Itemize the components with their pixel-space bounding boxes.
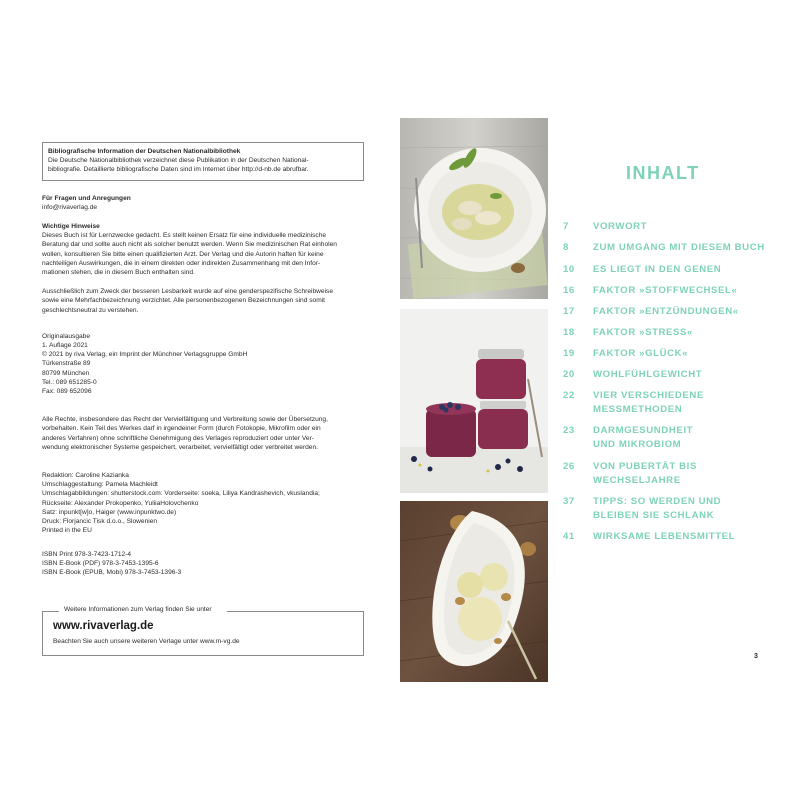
edition-line: Türkenstraße 89 bbox=[42, 360, 91, 368]
credits-line: Printed in the EU bbox=[42, 527, 92, 535]
toc-entry-title: ZUM UMGANG MIT DIESEM BUCH bbox=[593, 242, 765, 253]
toc-entry-title: FAKTOR »GLÜCK« bbox=[593, 348, 689, 359]
credits-line: Umschlagabbildungen: shutterstock.com: Vorderseite: soeka, Liliya Kandrashevich, vkuslandia; bbox=[42, 490, 320, 498]
toc-entry-line: TIPPS: SO WERDEN UND bbox=[593, 496, 722, 507]
toc-entry-line: VIER VERSCHIEDENE bbox=[593, 390, 704, 401]
toc-page-number: 41 bbox=[563, 531, 575, 542]
imprint-column bbox=[42, 142, 364, 577]
berry-jam-jars-photo bbox=[400, 309, 548, 493]
questions-block bbox=[42, 194, 364, 212]
credits-line: Redaktion: Caroline Kazianka bbox=[42, 472, 129, 480]
bib-line: bibliografie. Detaillierte bibliografische Daten sind im Internet über http://d-nb.de abrufbar. bbox=[48, 166, 309, 174]
publisher-url-link[interactable]: www.rivaverlag.de bbox=[53, 620, 154, 632]
toc-page-number: 7 bbox=[563, 221, 569, 232]
edition-line: 1. Auflage 2021 bbox=[42, 342, 88, 350]
rights-line: Alle Rechte, insbesondere das Recht der Vervielfältigung und Verbreitung sowie der Übersetzung, bbox=[42, 416, 328, 424]
toc-entry-title bbox=[593, 389, 773, 417]
gender-line: Ausschließlich zum Zweck der besseren Lesbarkeit wurde auf eine genderspezifische Schreibweise bbox=[42, 288, 334, 296]
credits-line: Rückseite: Alexander Prokopenko, YuliiaHolovchenko bbox=[42, 499, 199, 507]
toc-entry-title bbox=[593, 460, 773, 488]
edition-line: Tel.: 089 651285-0 bbox=[42, 378, 97, 386]
toc-page-number: 8 bbox=[563, 242, 569, 253]
isbn-line: ISBN E-Book (EPUB, Mobi) 978-3-7453-1396-3 bbox=[42, 568, 182, 576]
bib-title: Bibliografische Information der Deutschen Nationalbibliothek bbox=[48, 148, 241, 155]
edition-line: 80799 München bbox=[42, 369, 90, 377]
credits-line: Umschlaggestaltung: Pamela Machleidt bbox=[42, 481, 158, 489]
gender-note bbox=[42, 287, 364, 315]
questions-email: info@rivaverlag.de bbox=[42, 203, 98, 211]
rights-line: vorbehalten. Kein Teil des Werkes darf in irgendeiner Form (durch Fotokopie, Mikrofilm oder ein bbox=[42, 425, 321, 433]
toc-page-number: 10 bbox=[563, 264, 575, 275]
rights-block bbox=[42, 415, 364, 452]
toc-page-number: 26 bbox=[563, 461, 575, 472]
notice-line: wollen, konsultieren Sie bitte einen qualifizierten Arzt. Der Verlag und die Autorin haften für keine bbox=[42, 250, 324, 258]
toc-entry-line: DARMGESUNDHEIT bbox=[593, 425, 694, 436]
notice-line: mationen stehen, die in diesem Buch enthalten sind. bbox=[42, 269, 195, 277]
toc-entry-title bbox=[593, 424, 773, 452]
toc-entry-title: FAKTOR »ENTZÜNDUNGEN« bbox=[593, 306, 739, 317]
toc-entry-title: FAKTOR »STRESS« bbox=[593, 327, 693, 338]
credits-line: Satz: inpunkt[w]o, Haiger (www.inpunktwo.de) bbox=[42, 508, 177, 516]
toc-page-number: 18 bbox=[563, 327, 575, 338]
chicken-dish-photo bbox=[400, 118, 548, 299]
notice-title: Wichtige Hinweise bbox=[42, 223, 100, 231]
gender-line: sowie eine Mehrfachbezeichnung verzichtet. Alle personenbezogenen Bezeichnungen sind somit bbox=[42, 297, 325, 305]
toc-title: INHALT bbox=[626, 163, 700, 183]
toc-page-number: 22 bbox=[563, 390, 575, 401]
baked-onions-photo bbox=[400, 501, 548, 682]
notice-line: nachteiligen Auswirkungen, die in einem direkten oder indirekten Zusammenhang mit den Infor- bbox=[42, 259, 321, 267]
publisher-web-box bbox=[42, 606, 364, 656]
edition-block bbox=[42, 332, 364, 396]
gender-line: geschlechtsneutral zu verstehen. bbox=[42, 306, 139, 314]
isbn-line: ISBN Print 978-3-7423-1712-4 bbox=[42, 550, 132, 558]
edition-line: © 2021 by riva Verlag, ein Imprint der Münchner Verlagsgruppe GmbH bbox=[42, 351, 248, 359]
toc-entry-title: WOHLFÜHLGEWICHT bbox=[593, 369, 703, 380]
toc-entry-line: BLEIBEN SIE SCHLANK bbox=[593, 510, 715, 521]
page-number: 3 bbox=[754, 653, 758, 660]
rights-line: anderes Verfahren) ohne schriftliche Genehmigung des Verlages reproduziert oder unter Ver- bbox=[42, 434, 314, 442]
isbn-block bbox=[42, 550, 364, 578]
toc-entry-title: VORWORT bbox=[593, 221, 648, 232]
isbn-line: ISBN E-Book (PDF) 978-3-7453-1395-6 bbox=[42, 559, 159, 567]
toc-page-number: 17 bbox=[563, 306, 575, 317]
rights-line: wendung elektronischer Systeme gespeichert, verarbeitet, vervielfältigt oder verbreitet werden. bbox=[42, 443, 318, 451]
web-note: Beachten Sie auch unsere weiteren Verlage unter www.m-vg.de bbox=[53, 638, 240, 645]
notice-line: Dieses Buch ist für Lernzwecke gedacht. Es stellt keinen Ersatz für eine individuelle medizinische bbox=[42, 232, 327, 240]
questions-title: Für Fragen und Anregungen bbox=[42, 194, 131, 202]
credits-block bbox=[42, 471, 364, 535]
notice-block bbox=[42, 222, 364, 277]
bib-line: Die Deutsche Nationalbibliothek verzeichnet diese Publikation in der Deutschen National- bbox=[48, 157, 309, 165]
credits-line: Druck: Florjancic Tisk d.o.o., Slowenien bbox=[42, 518, 158, 526]
toc-page-number: 37 bbox=[563, 496, 575, 507]
toc-entry-line: WECHSELJAHRE bbox=[593, 475, 681, 486]
edition-line: Fax: 089 652096 bbox=[42, 388, 92, 396]
web-caption: Weitere Informationen zum Verlag finden Sie unter bbox=[64, 606, 212, 613]
toc-entry-line: UND MIKROBIOM bbox=[593, 439, 682, 450]
toc-entry-title: FAKTOR »STOFFWECHSEL« bbox=[593, 285, 738, 296]
toc-entry-line: MESSMETHODEN bbox=[593, 404, 683, 415]
toc-page-number: 23 bbox=[563, 425, 575, 436]
toc-page-number: 16 bbox=[563, 285, 575, 296]
toc-page-number: 19 bbox=[563, 348, 575, 359]
notice-line: Beratung dar und sollte auch nicht als solcher benutzt werden. Wenn Sie medizinischen Rat einholen bbox=[42, 241, 337, 249]
toc-entry-title: WIRKSAME LEBENSMITTEL bbox=[593, 531, 736, 542]
toc-entry-title bbox=[593, 495, 773, 523]
bibliographic-info-box bbox=[42, 142, 364, 181]
toc-entry-line: VON PUBERTÄT BIS bbox=[593, 461, 697, 472]
toc-page-number: 20 bbox=[563, 369, 575, 380]
toc-entry-title: ES LIEGT IN DEN GENEN bbox=[593, 264, 722, 275]
edition-line: Originalausgabe bbox=[42, 332, 91, 340]
